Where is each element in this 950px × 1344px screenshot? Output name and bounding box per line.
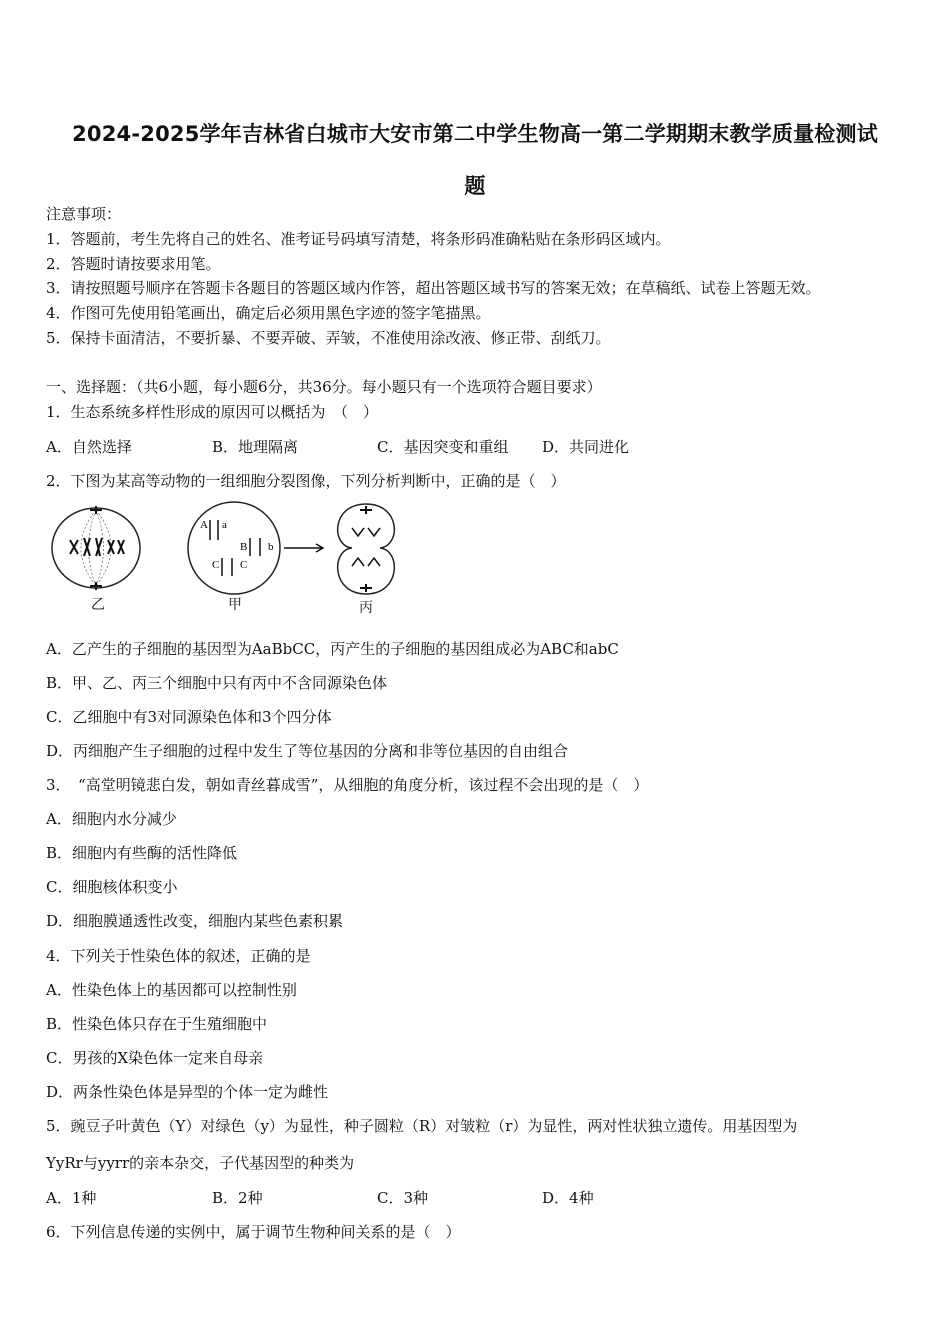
gene-label-b: b xyxy=(268,541,274,553)
q5-option-b: B．2种 xyxy=(212,1189,263,1207)
q4-option-d: D．两条性染色体是异型的个体一定为雌性 xyxy=(46,1083,329,1101)
question-5-stem-line-1: 5．豌豆子叶黄色（Y）对绿色（y）为显性，种子圆粒（R）对皱粒（r）为显性，两对性状独立遗传。用基因型为 xyxy=(46,1117,798,1135)
gene-label-C1: C xyxy=(212,559,220,571)
q2-option-c: C．乙细胞中有3对同源染色体和3个四分体 xyxy=(46,708,332,726)
q4-option-a: A．性染色体上的基因都可以控制性别 xyxy=(46,981,297,999)
q1-option-c: C．基因突变和重组 xyxy=(377,438,509,456)
q3-option-a: A．细胞内水分减少 xyxy=(46,810,177,828)
q2-option-d: D．丙细胞产生子细胞的过程中发生了等位基因的分离和非等位基因的自由组合 xyxy=(46,742,569,760)
figure-label-yi: 乙 xyxy=(91,597,105,613)
q3-option-b: B．细胞内有些酶的活性降低 xyxy=(46,844,238,862)
gene-label-B: B xyxy=(240,541,248,553)
q5-option-c: C．3种 xyxy=(377,1189,429,1207)
q1-option-a: A．自然选择 xyxy=(46,438,132,456)
gene-label-C2: C xyxy=(240,559,248,571)
q1-option-b: B．地理隔离 xyxy=(212,438,299,456)
title-line-2: 题 xyxy=(464,174,486,198)
notice-item: 5．保持卡面清洁，不要折暴、不要弄破、弄皱，不准使用涂改液、修正带、刮纸刀。 xyxy=(46,329,611,347)
gene-label-a: a xyxy=(222,519,227,531)
notice-heading: 注意事项： xyxy=(46,205,122,223)
title-line-1: 2024-2025学年吉林省白城市大安市第二中学生物高一第二学期期末教学质量检测试 xyxy=(72,122,878,146)
q3-option-c: C．细胞核体积变小 xyxy=(46,878,178,896)
section-heading: 一、选择题：（共6小题，每小题6分，共36分。每小题只有一个选项符合题目要求） xyxy=(46,378,602,396)
q4-option-b: B．性染色体只存在于生殖细胞中 xyxy=(46,1015,268,1033)
figure-label-jia: 甲 xyxy=(228,597,242,613)
notice-item: 2．答题时请按要求用笔。 xyxy=(46,255,221,273)
q5-option-a: A．1种 xyxy=(46,1189,97,1207)
question-5-stem-line-2: YyRr与yyrr的亲本杂交，子代基因型的种类为 xyxy=(46,1154,355,1172)
question-6-stem: 6．下列信息传递的实例中，属于调节生物种间关系的是（ ） xyxy=(46,1223,461,1241)
q2-option-a: A．乙产生的子细胞的基因型为AaBbCC，丙产生的子细胞的基因组成必为ABC和abC xyxy=(46,640,619,658)
q3-option-d: D．细胞膜通透性改变，细胞内某些色素积累 xyxy=(46,912,344,930)
q4-option-c: C．男孩的X染色体一定来自母亲 xyxy=(46,1049,264,1067)
page-title xyxy=(30,108,920,212)
notice-item: 4．作图可先使用铅笔画出，确定后必须用黑色字迹的签字笔描黑。 xyxy=(46,304,491,322)
figure-label-bing: 丙 xyxy=(359,600,373,616)
notice-item: 1．答题前，考生先将自己的姓名、准考证号码填写清楚，将条形码准确粘贴在条形码区域内。 xyxy=(46,230,671,248)
question-4-stem: 4．下列关于性染色体的叙述，正确的是 xyxy=(46,947,311,965)
question-3-stem: 3． “高堂明镜悲白发，朝如青丝暮成雪”，从细胞的角度分析，该过程不会出现的是（ ） xyxy=(46,776,649,794)
gene-label-A: A xyxy=(200,519,208,531)
q1-option-d: D．共同进化 xyxy=(542,438,630,456)
q5-option-d: D．4种 xyxy=(542,1189,594,1207)
notice-item: 3．请按照题号顺序在答题卡各题目的答题区域内作答，超出答题区域书写的答案无效；在草稿纸、试卷上答题无效。 xyxy=(46,279,821,297)
question-1-stem: 1．生态系统多样性形成的原因可以概括为 （ ） xyxy=(46,403,379,421)
question-2-stem: 2．下图为某高等动物的一组细胞分裂图像，下列分析判断中，正确的是（ ） xyxy=(46,472,566,490)
q2-option-b: B．甲、乙、丙三个细胞中只有丙中不含同源染色体 xyxy=(46,674,388,692)
